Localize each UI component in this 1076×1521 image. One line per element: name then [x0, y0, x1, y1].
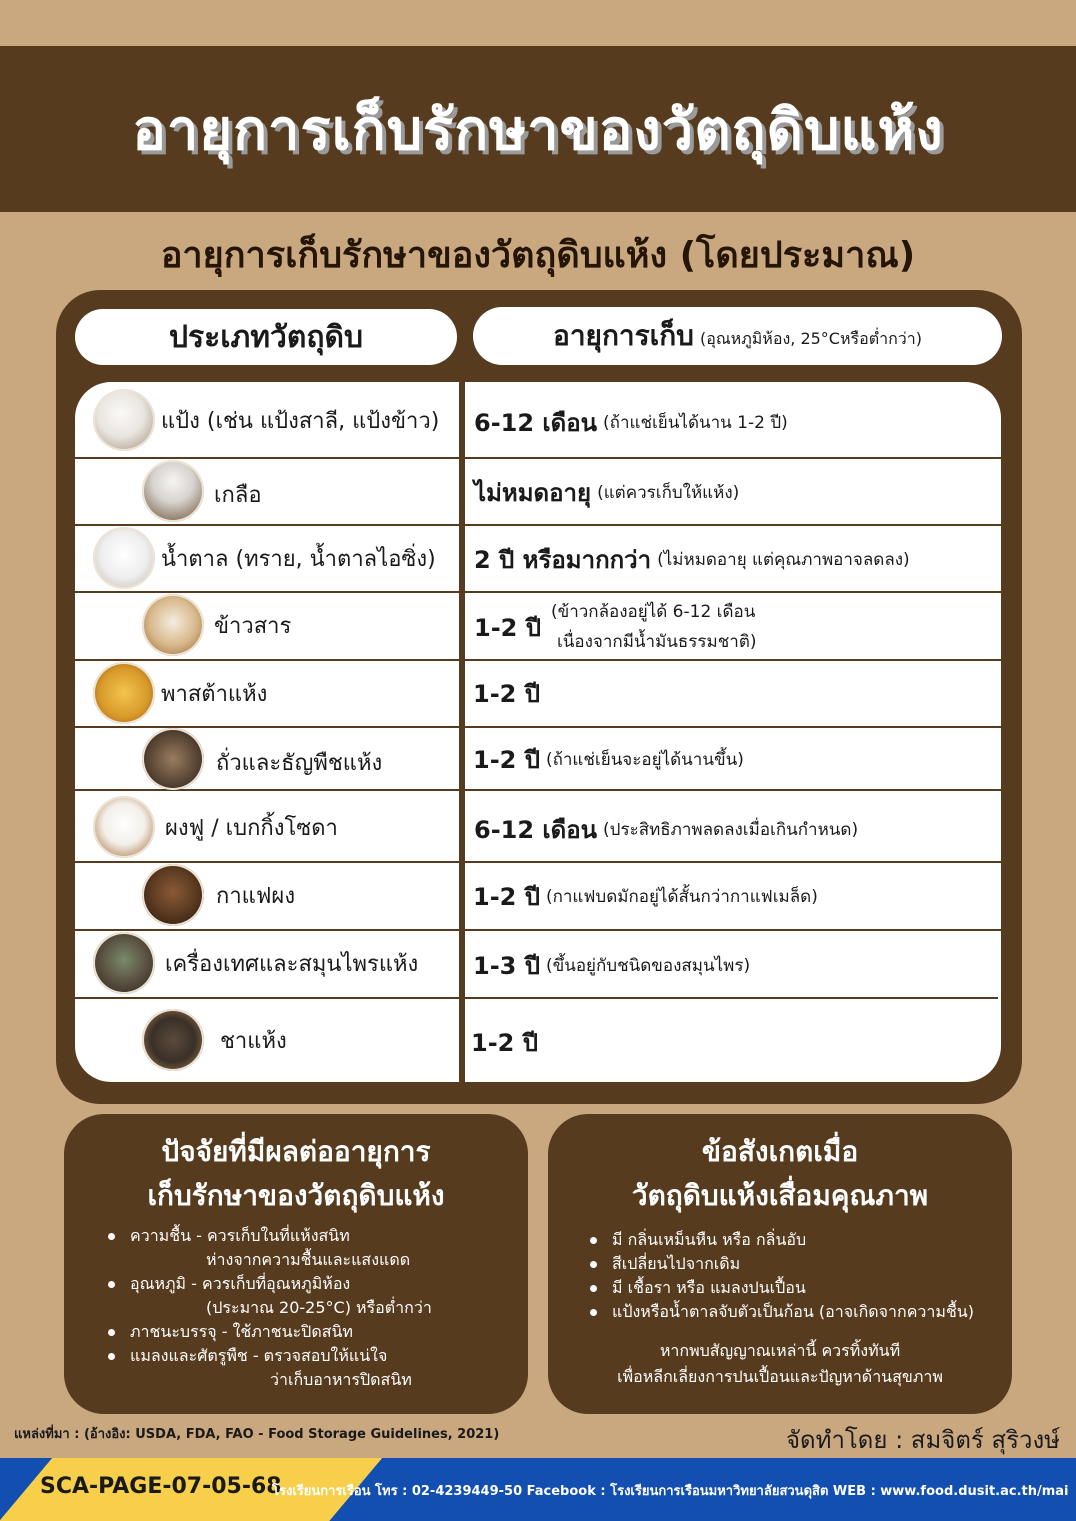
factors-title [64, 1130, 528, 1218]
material-name: เครื่องเทศและสมุนไพรแห้ง [165, 951, 419, 977]
factor-item-line: ภาชนะบรรจุ - ใช้ภาชนะปิดสนิท [130, 1322, 353, 1341]
material-row [75, 864, 459, 926]
signs-title [548, 1130, 1012, 1218]
material-row [75, 728, 459, 790]
row-divider [75, 997, 459, 999]
row-divider [75, 929, 459, 931]
baking-powder-photo-icon [93, 796, 155, 858]
row-divider [465, 726, 1001, 728]
warning-note [548, 1338, 1012, 1390]
shelf-life-value: 1-2 ปี [474, 613, 541, 642]
row-divider [465, 659, 1001, 661]
factor-item [130, 1320, 528, 1344]
signs-box [548, 1114, 1012, 1414]
factors-box [64, 1114, 528, 1414]
coffee-photo-icon [142, 864, 204, 926]
shelf-life-value: 1-3 ปี [473, 951, 540, 980]
shelf-life-row [465, 535, 1001, 583]
warning-line: หากพบสัญญาณเหล่านี้ ควรทิ้งทันที [659, 1341, 901, 1360]
shelf-life-value: 2 ปี หรือมากกว่า [474, 545, 652, 574]
material-name: ชาแห้ง [220, 1028, 287, 1054]
shelf-life-row [465, 735, 1001, 783]
shelf-life-value: 1-2 ปี [473, 679, 540, 708]
shelf-life-row [465, 669, 1001, 717]
shelf-life-note: (ไม่หมดอายุ แต่คุณภาพอาจลดลง) [657, 549, 910, 570]
page-code: SCA-PAGE-07-05-68 [40, 1474, 282, 1499]
material-name: ถั่วและธัญพืชแห้ง [216, 750, 383, 776]
tea-photo-icon [142, 1009, 204, 1071]
beans-photo-icon [142, 728, 204, 790]
rice-photo-icon [142, 594, 204, 656]
shelf-life-note: (ประสิทธิภาพลดลงเมื่อเกินกำหนด) [603, 819, 859, 840]
source-reference: แหล่งที่มา : (อ้างอิง: USDA, FDA, FAO - Food Storage Guidelines, 2021) [14, 1427, 500, 1442]
shelf-life-value: 1-2 ปี [473, 745, 540, 774]
row-divider [465, 591, 1001, 593]
sign-item: มี เชื้อรา หรือ แมลงปนเปื้อน [612, 1276, 1012, 1300]
shelf-life-value: 6-12 เดือน [474, 815, 598, 844]
row-divider [465, 861, 1001, 863]
row-divider [75, 861, 459, 863]
material-row [75, 460, 459, 522]
salt-photo-icon [142, 460, 204, 522]
material-name: เกลือ [214, 482, 262, 508]
warning-line: เพื่อหลีกเลี่ยงการปนเปื้อนและปัญหาด้านสุขภาพ [617, 1367, 943, 1386]
material-name: น้ำตาล (ทราย, น้ำตาลไอซิ่ง) [161, 546, 436, 572]
contact-info: โรงเรียนการเรือน โทร : 02-4239449-50 Facebook : โรงเรียนการเรือนมหาวิทยาลัยสวนดุสิต WEB : www.food.dusit.ac.th/mai [272, 1484, 1069, 1499]
factor-item-line: อุณหภูมิ - ควรเก็บที่อุณหภูมิห้อง [130, 1274, 351, 1293]
shelf-life-note: (แต่ควรเก็บให้แห้ง) [597, 482, 740, 503]
shelf-life-note [551, 597, 757, 657]
pasta-photo-icon [93, 662, 155, 724]
factor-item [130, 1272, 528, 1320]
factors-list [130, 1224, 528, 1392]
row-divider [465, 997, 998, 999]
factor-item-line: ว่าเก็บอาหารปิดสนิท [270, 1370, 412, 1389]
signs-title-line: ข้อสังเกตเมื่อ [701, 1135, 859, 1168]
shelf-life-note: (กาแฟบดมักอยู่ได้สั้นกว่ากาแฟเมล็ด) [545, 886, 818, 907]
row-divider [465, 457, 1001, 459]
shelf-life-note-line: (ข้าวกล้องอยู่ได้ 6-12 เดือน [550, 602, 756, 622]
material-name: กาแฟผง [216, 883, 296, 909]
header-material-type: ประเภทวัตถุดิบ [75, 309, 457, 365]
header-shelf-life-label: อายุการเก็บ [553, 319, 694, 352]
material-name: พาสต้าแห้ง [161, 681, 268, 707]
factor-item [130, 1344, 528, 1392]
shelf-life-note: (ถ้าแช่เย็นจะอยู่ได้นานขึ้น) [545, 749, 744, 770]
material-row [75, 1009, 459, 1071]
material-column [75, 382, 459, 1082]
shelf-life-row [465, 1018, 1001, 1066]
row-divider [75, 591, 459, 593]
material-name: ผงฟู / เบกกิ้งโซดา [165, 815, 338, 841]
factor-item-line: (ประมาณ 20-25°C) หรือต่ำกว่า [206, 1298, 432, 1317]
spices-photo-icon [93, 932, 155, 994]
sign-item: มี กลิ่นเหม็นหืน หรือ กลิ่นอับ [612, 1228, 1012, 1252]
sign-item: สีเปลี่ยนไปจากเดิม [612, 1252, 1012, 1276]
shelf-life-value: 1-2 ปี [473, 882, 540, 911]
material-row [75, 932, 459, 994]
row-divider [465, 524, 1001, 526]
factor-item-line: แมลงและศัตรูพืช - ตรวจสอบให้แน่ใจ [130, 1346, 388, 1365]
row-divider [465, 789, 1001, 791]
signs-title-line: วัตถุดิบแห้งเสื่อมคุณภาพ [631, 1179, 929, 1212]
flour-photo-icon [93, 389, 155, 451]
signs-list [612, 1228, 1012, 1324]
shelf-life-row [465, 398, 1001, 446]
factor-item-line: ห่างจากความชื้นและแสงแดด [206, 1250, 411, 1269]
material-name: ข้าวสาร [214, 613, 292, 639]
title-banner [0, 46, 1076, 212]
row-divider [75, 457, 459, 459]
factors-title-line: ปัจจัยที่มีผลต่ออายุการ [161, 1135, 431, 1168]
shelf-life-value: 1-2 ปี [471, 1028, 538, 1057]
row-divider [75, 659, 459, 661]
shelf-life-row [465, 468, 1001, 516]
shelf-life-row [465, 595, 1001, 659]
material-row [75, 796, 459, 858]
material-name: แป้ง (เช่น แป้งสาลี, แป้งข้าว) [161, 408, 440, 434]
row-divider [75, 524, 459, 526]
shelf-life-value: 6-12 เดือน [474, 408, 598, 437]
factor-item [130, 1224, 528, 1272]
footer-bar [0, 1458, 1076, 1521]
shelf-life-column [465, 382, 1001, 1082]
material-row [75, 594, 459, 656]
material-row [75, 662, 459, 724]
shelf-life-value: ไม่หมดอายุ [474, 478, 592, 507]
shelf-life-note-line: เนื่องจากมีน้ำมันธรรมชาติ) [556, 632, 757, 652]
material-row [75, 389, 459, 451]
header-shelf-life-note: (อุณหภูมิห้อง, 25°Cหรือต่ำกว่า) [699, 328, 922, 348]
header-shelf-life [473, 307, 1002, 365]
factors-title-line: เก็บรักษาของวัตถุดิบแห้ง [147, 1179, 445, 1212]
page-title: อายุการเก็บรักษาของวัตถุดิบแห้ง [132, 97, 944, 163]
material-row [75, 527, 459, 589]
factor-item-line: ความชื้น - ควรเก็บในที่แห้งสนิท [130, 1226, 350, 1245]
page-subtitle: อายุการเก็บรักษาของวัตถุดิบแห้ง (โดยประมาณ) [160, 235, 916, 276]
shelf-life-row [465, 941, 1001, 989]
sugar-photo-icon [93, 527, 155, 589]
row-divider [465, 929, 1001, 931]
sign-item: แป้งหรือน้ำตาลจับตัวเป็นก้อน (อาจเกิดจากความชื้น) [612, 1300, 1012, 1324]
shelf-life-row [465, 872, 1001, 920]
author-credit: จัดทำโดย : สมจิตร์ สุริวงษ์ [785, 1426, 1060, 1454]
shelf-life-note: (ถ้าแช่เย็นได้นาน 1-2 ปี) [603, 412, 788, 433]
shelf-life-note: (ขึ้นอยู่กับชนิดของสมุนไพร) [545, 955, 751, 976]
shelf-life-row [465, 805, 1001, 853]
